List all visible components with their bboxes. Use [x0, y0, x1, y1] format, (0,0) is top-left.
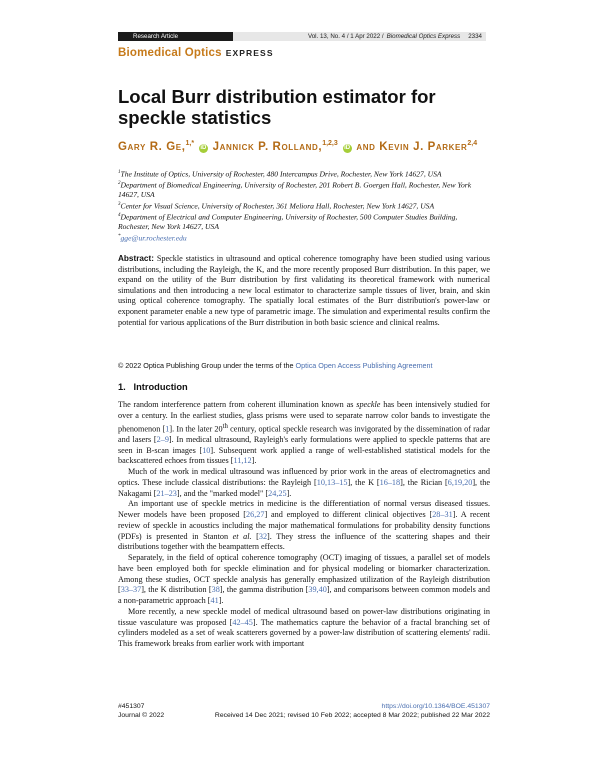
text: The random interference pattern from coherent illumination known as: [118, 400, 354, 409]
citation-link[interactable]: 1: [165, 424, 170, 434]
journal-logo: [118, 47, 274, 59]
text: [: [251, 531, 259, 541]
affiliation-number: 3: [118, 201, 121, 207]
abstract-text: Speckle statistics in ultrasound and optical coherence tomography have been studied using various distributions, including the Rayleigh, the K, and the more recently proposed Burr distribution. In this paper, we expand on the utility of the Burr distribution by first validating its theoretical framework with numerical simulations and then introducing a new local estimator to characterize sample tissues of liver, brain, and skin using optical coherence tomography. The spatially local estimates of the Burr distribution's power-law or exponent parameter enable a new type of parametric image. The simulation and experimental results confirm the potential for various applications of the Burr distribution in both basic science and clinical realms.: [118, 254, 490, 327]
paragraph: [118, 499, 490, 553]
text: ].: [218, 596, 224, 606]
journal-logo-name: Biomedical Optics: [118, 47, 222, 59]
section-heading: [118, 382, 188, 392]
affiliation-number: 4: [118, 212, 121, 218]
article-id: #451307: [118, 703, 145, 710]
affiliation: [118, 211, 490, 232]
article-type-label: Research Article: [118, 32, 233, 41]
text: ]. Subsequent work applied a range of well-established statistical models for the backscattered echoes from tissues [: [118, 445, 490, 466]
citation-link[interactable]: 2–9: [156, 434, 169, 444]
author-list: [118, 136, 490, 155]
text: ]. In the later 20: [169, 424, 223, 434]
text: ]. The mathematics capture the behavior of a fractal branching set of cylinders modeled as a set of weak scatterers governed by a power-law distribution of scattering elements' radii. This framework breaks from earlier work with important: [118, 617, 491, 649]
affiliation-number: 2: [118, 181, 121, 187]
text: has been intensively studied for over a century. In the earliest studies, glass prisms were used to separate narrow color bands to investigate the phenomenon [: [118, 400, 491, 434]
author-affiliation-marker: 2,4: [467, 140, 478, 147]
text: ] and employed to different clinical objectives [: [264, 510, 433, 520]
journal-copyright: Journal © 2022: [118, 712, 165, 719]
paragraph: [118, 467, 490, 499]
citation-link[interactable]: 41: [210, 596, 219, 606]
citation-link[interactable]: 26,27: [246, 510, 265, 520]
affiliation-text: Department of Electrical and Computer Engineering, University of Rochester, 500 Computer Studies Building, Rochester, New York 14627, USA: [118, 212, 458, 232]
text: ], and comparisons between common models and a non-parametric approach [: [118, 585, 490, 606]
text: ]. They stress the influence of the scattering shapes and their distributions together with the beampattern effects.: [118, 531, 491, 552]
doi-link[interactable]: https://doi.org/10.1364/BOE.451307: [381, 703, 490, 710]
text: More recently, a new speckle model of medical ultrasound based on power-law distributions originating in tissue vasculature was proposed [: [118, 606, 490, 627]
journal-citation: [233, 32, 486, 41]
section-number: 1.: [118, 382, 126, 392]
text: ], the gamma distribution [: [219, 585, 309, 595]
text: ].: [251, 456, 257, 466]
author-conjunction: and: [356, 140, 376, 153]
citation-link[interactable]: 6,19,20: [447, 477, 473, 487]
author-name: Gary R. Ge,: [118, 140, 186, 153]
affiliation-text: The Institute of Optics, University of Rochester, 480 Intercampus Drive, Rochester, New York 14627, USA: [120, 169, 442, 179]
corresponding-email: *gge@ur.rochester.edu: [118, 233, 187, 243]
author-affiliation-marker: 1,*: [185, 140, 195, 147]
superscript: th: [222, 422, 228, 430]
affiliations: [118, 168, 490, 243]
page-number: 2334: [468, 33, 482, 40]
author-name: Kevin J. Parker: [379, 140, 468, 153]
text: ], and the "marked model" [: [176, 488, 269, 498]
section-title: Introduction: [133, 382, 188, 392]
citation-link[interactable]: 32: [258, 531, 268, 541]
paragraph: [118, 607, 490, 650]
affiliation: [118, 168, 490, 179]
copyright-notice: [118, 361, 433, 370]
page-footer: [118, 702, 490, 720]
journal-name: Biomedical Optics Express: [386, 33, 461, 40]
citation-link[interactable]: 10: [202, 445, 211, 455]
text: ]. In medical ultrasound, Rayleigh's early formulations were applied to speckle patterns that are seen in B-scan images [: [118, 434, 490, 455]
body-text: [118, 400, 490, 650]
abstract: [118, 254, 490, 328]
paragraph: [118, 553, 490, 607]
citation-link[interactable]: 10,13–15: [316, 477, 348, 487]
text: ]. A recent review of speckle in acoustics including the major mathematical formulations for probability density functions (PDFs) is presented in Stanton: [118, 510, 490, 541]
affiliation: [118, 200, 490, 211]
orcid-icon[interactable]: iD: [344, 144, 351, 151]
license-link[interactable]: Optica Open Access Publishing Agreement: [295, 361, 433, 370]
text: Separately, in the field of optical coherence tomography (OCT) imaging of tissues, a parallel set of models have been employed both for speckle elimination and for physical modeling or biomarker characterization. Among these studies, OCT speckle analysis has generally emphasized utilization of the Rayleigh distribution [: [118, 553, 490, 595]
citation-link[interactable]: 24,25: [268, 488, 287, 498]
text: An important use of speckle metrics in medicine is the differentiation of normal versus diseased tissues. Newer models have been proposed [: [118, 499, 490, 520]
citation-link[interactable]: 42–45: [232, 617, 253, 627]
affiliation: [118, 179, 490, 200]
article-title: Local Burr distribution estimator for speckle statistics: [118, 86, 436, 128]
citation-link[interactable]: 33–37: [120, 585, 142, 595]
text: ].: [286, 488, 292, 498]
journal-logo-suffix: EXPRESS: [225, 48, 274, 58]
citation-link[interactable]: 38: [211, 585, 220, 595]
author-affiliation-marker: 1,2,3: [322, 140, 338, 147]
abstract-label: Abstract:: [118, 254, 154, 263]
affiliation-text: Department of Biomedical Engineering, University of Rochester, 201 Robert B. Goergen Hall, Rochester, New York 14627, USA: [118, 180, 472, 200]
text: century, optical speckle research was invigorated by the dissemination of radar and lasers [: [118, 424, 490, 444]
email-link[interactable]: gge@ur.rochester.edu: [120, 233, 187, 243]
paragraph: [118, 400, 490, 467]
affiliation-text: Center for Visual Science, University of Rochester, 361 Meliora Hall, Rochester, New York 14627, USA: [120, 201, 435, 211]
citation-link[interactable]: 11,12: [233, 456, 252, 466]
citation-link[interactable]: 39,40: [308, 585, 327, 595]
text: ], the Rician [: [400, 477, 448, 487]
emphasis: speckle: [356, 400, 381, 409]
journal-volume: Vol. 13, No. 4 / 1 Apr 2022 /: [307, 33, 384, 40]
text: ], the K [: [347, 477, 380, 487]
affiliation-number: 1: [118, 170, 121, 175]
emphasis: et al.: [232, 531, 252, 541]
running-header: [118, 32, 486, 41]
text: Much of the work in medical ultrasound was influenced by prior work in the areas of electromagnetics and optics. These include classical distributions: the Rayleigh [: [118, 467, 490, 487]
citation-link[interactable]: 16–18: [379, 477, 401, 487]
orcid-icon[interactable]: iD: [200, 144, 207, 151]
author-name: Jannick P. Rolland,: [212, 140, 323, 153]
publication-dates: Received 14 Dec 2021; revised 10 Feb 2022; accepted 8 Mar 2022; published 22 Mar 2022: [214, 712, 490, 719]
text: ], the Nakagami [: [118, 477, 491, 498]
citation-link[interactable]: 28–31: [432, 510, 453, 520]
citation-link[interactable]: 21–23: [156, 488, 177, 498]
copyright-text: © 2022 Optica Publishing Group under the terms of the: [118, 361, 294, 370]
text: ], the K distribution [: [141, 585, 212, 595]
